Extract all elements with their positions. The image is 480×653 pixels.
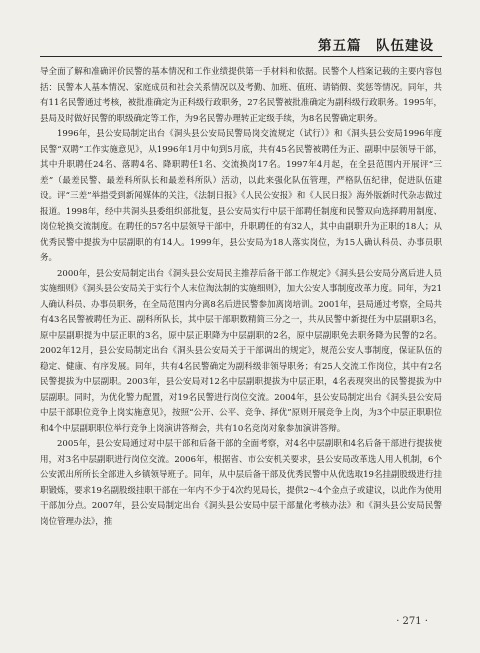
paragraph: 2005年，县公安局通过对中层干部和后备干部的全面考察，对4名中层副职和4名后备干部进行提拔使用，对3名中层副职进行岗位交流。2006年，根据省、市公安机关要求，县公安局改革选人用人机制，6个公安派出所所长全部进入乡镇领导班子。同年，从中层后备干部及优秀民警中从优选取19名挂副股级进行挂职锻炼，要求19名副股级挂职干部在一年内不少于4次约见局长，提供2～4个金点子或建议，以此作为使用干部加分点。2007年，县公安局制定出台《洞头县公安局中层干部量化考核办法》和《洞头县公安局民警岗位管理办法》，推: [40, 439, 442, 527]
header-divider: [40, 56, 442, 57]
paragraph: 1996年，县公安局制定出台《洞头县公安局民警局岗交流规定（试行）》和《洞头县公安局1996年度民警“双聘”工作实施意见》，从1996年1月中旬到5月底，共有45名民警被聘任为正、副职中层领导干部，其中升职聘任24名、落聘4名、降职聘任1名、交流换岗17名。1997年4月起，在全县范围内开展评“三差”（最差民警、最差科所队长和最差科所队）活动，以此来强化队伍管理，严格队伍纪律，促进队伍建设。评“三差”举措受到新闻媒体的关注，《法制日报》《人民公安报》和《人民日报》海外版新时代杂志做过报道。1998年，经中共洞头县委组织部批复，县公安局实行中层干部聘任制度和民警双向选择聘用制度、岗位轮换交流制度。在聘任的57名中层领导干部中，升职聘任的有32人，其中由副职升为正职的18人；从优秀民警中提拔为中层副职的有14人。1999年，县公安局为18人落实岗位，为15人确认科员、办事员职务。: [40, 129, 442, 263]
paragraph: 2000年，县公安局制定出台《洞头县公安局民主推荐后备干部工作规定》《洞头县公安局分离后进人员实施细则》《洞头县公安局关于实行个人末位淘汰制的实施细则》，加大公安人事制度改革力度。同年，为21人确认科员、办事员职务，在全局范围内分离8名后进民警参加离岗培训。2001年，县局通过考察，全局共有43名民警被聘任为正、副科所队长，其中层干部职数精简三分之一，共从民警中新提任为中层副职3名，原中层副职提为中层正职的3名，原中层正职降为中层副职的2名，原中层副职免去职务降为民警的2名。2002年12月，县公安局制定出台《洞头县公安局关于干部调出的规定》，规范公安人事制度，保证队伍的稳定、健康、有序发展。同年，共有4名民警确定为副科级非领导职务；有25人交流工作岗位，其中有2名民警提拔为中层副职。2003年，县公安局对12名中层副职提拔为中层正职，4名表现突出的民警提拔为中层副职。同时，为优化警力配置，对19名民警进行岗位交流。2004年，县公安局制定出台《洞头县公安局中层干部职位竞争上岗实施意见》，按照“公开、公平、竞争、择优”原则开展竞争上岗，为3个中层正职职位和4个中层副职职位举行竞争上岗演讲答辩会，共有10名竞岗对象参加演讲答辩。: [40, 268, 442, 434]
section-title: 第五篇 队伍建设: [318, 38, 434, 54]
page-number: · 271 ·: [396, 616, 428, 627]
body-text: [40, 65, 442, 530]
paragraph: 导全面了解和准确评价民警的基本情况和工作业绩提供第一手材料和依据。民警个人档案记载的主要内容包括：民警本人基本情况、家庭成员和社会关系情况以及考勤、加班、值班、请销假、奖惩等情况。同年，共有11名民警通过考核，被批准确定为正科级行政职务，27名民警被批准确定为副科级行政职务。1995年，县局及时做好民警的职级确定等工作，为9名民警办理转正定级手续，为8名民警确定职务。: [40, 67, 442, 124]
page-header: [0, 0, 480, 60]
